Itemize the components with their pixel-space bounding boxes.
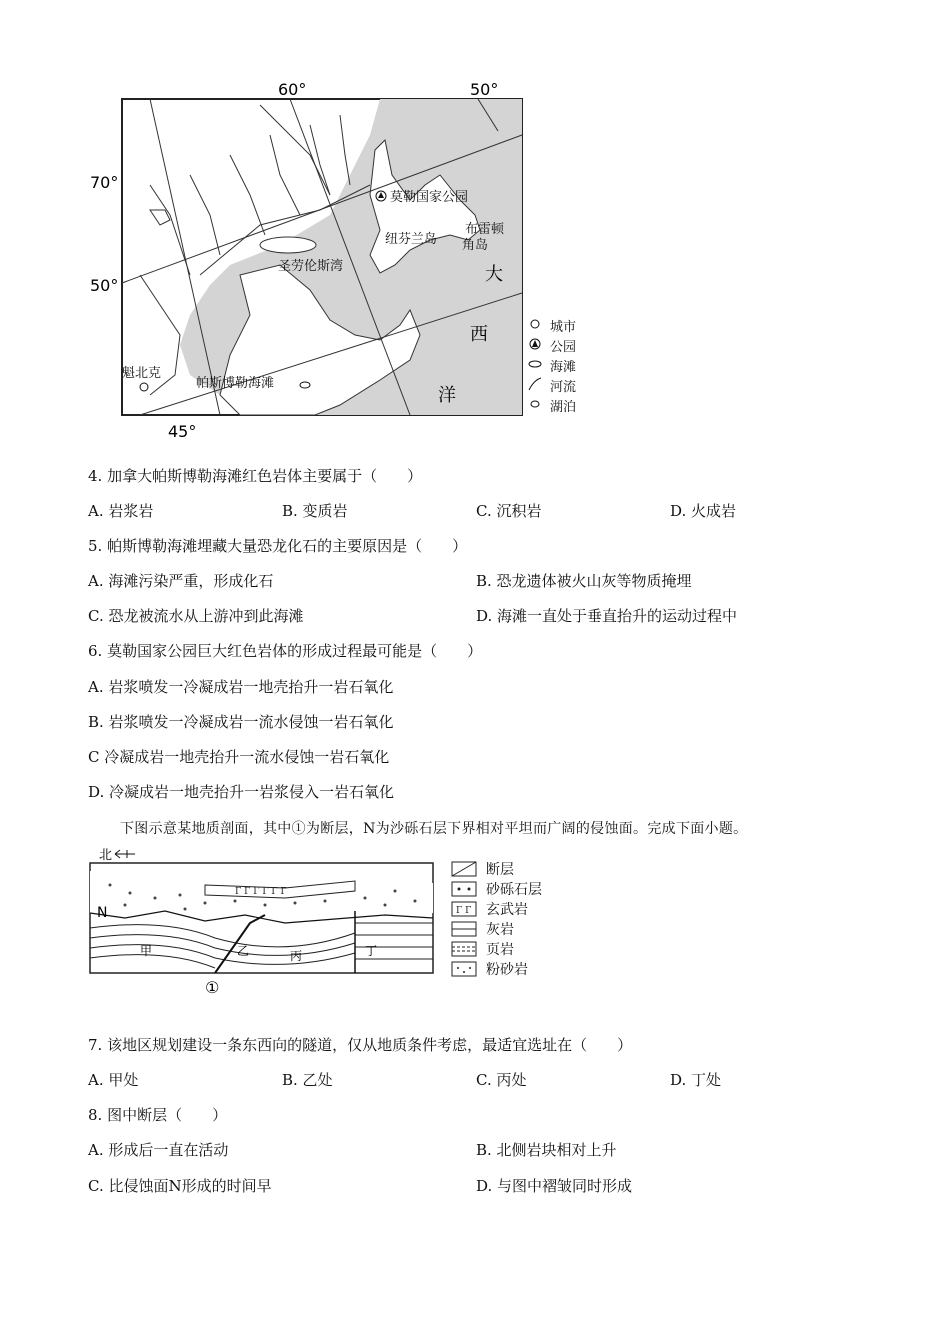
q6-option-d: D. 冷凝成岩一地壳抬升一岩浆侵入一岩石氧化: [88, 783, 395, 801]
q8-option-a: A. 形成后一直在活动: [88, 1141, 229, 1159]
canada-map: [80, 75, 600, 445]
legend-basalt: 玄武岩: [486, 902, 528, 918]
q6-option-a: A. 岩浆喷发一冷凝成岩一地壳抬升一岩石氧化: [88, 678, 394, 696]
parrsboro-label: 帕斯博勒海滩: [196, 376, 275, 391]
q7-option-b: B. 乙处: [282, 1071, 333, 1089]
q5-option-c: C. 恐龙被流水从上游冲到此海滩: [88, 607, 304, 625]
q7-option-a: A. 甲处: [88, 1071, 139, 1089]
jia-label: 甲: [140, 944, 153, 958]
legend-city: 城市: [550, 320, 577, 335]
ocean-char-3: 洋: [438, 385, 456, 406]
question-7-stem: 7. 该地区规划建设一条东西向的隧道，仅从地质条件考虑，最适宜选址在（ ）: [88, 1036, 633, 1054]
q8-option-c: C. 比侵蚀面N形成的时间早: [88, 1177, 272, 1195]
siltstone-legend-icon: [452, 962, 476, 976]
q5-option-b: B. 恐龙遗体被火山灰等物质掩埋: [476, 572, 692, 590]
q7-option-c: C. 丙处: [476, 1071, 527, 1089]
city-icon: [531, 320, 539, 328]
q6-option-b: B. 岩浆喷发一冷凝成岩一流水侵蚀一岩石氧化: [88, 713, 394, 731]
legend-shale: 页岩: [486, 942, 514, 958]
park-label: 莫勒国家公园: [390, 190, 469, 205]
ding-label: 丁: [365, 944, 378, 958]
N-label: N: [97, 905, 108, 921]
quebec-city-icon: [140, 383, 148, 391]
anticosti-island: [260, 237, 316, 253]
river-icon: [529, 378, 541, 390]
q5-option-a: A. 海滩污染严重，形成化石: [88, 572, 274, 590]
svg-text:Γ Γ Γ Γ Γ Γ: Γ Γ Γ Γ Γ Γ: [235, 887, 287, 897]
fault-number-label: ①: [205, 978, 220, 997]
question-8-stem: 8. 图中断层（ ）: [88, 1106, 228, 1124]
lon-50-label: 50°: [470, 80, 499, 99]
svg-text:Γ Γ: Γ Γ: [456, 906, 472, 916]
gravel-legend-icon: [452, 882, 476, 896]
shale-legend-icon: [452, 942, 476, 956]
cape-breton-label-1: 布雷顿: [465, 222, 505, 237]
section-intro: 下图示意某地质剖面，其中①为断层，N为沙砾石层下界相对平坦而广阔的侵蚀面。完成下面小题。: [120, 821, 748, 837]
legend-limestone: 灰岩: [486, 922, 514, 938]
ocean-char-1: 大: [485, 264, 503, 285]
lat-50-label: 50°: [90, 276, 119, 295]
q5-option-d: D. 海滩一直处于垂直抬升的运动过程中: [476, 607, 738, 625]
lat-70-label: 70°: [90, 173, 119, 192]
quebec-label: 魁北克: [122, 366, 162, 381]
north-arrow-icon: [115, 850, 135, 858]
legend-gravel: 砂砾石层: [486, 882, 542, 898]
q6-option-c: C 冷凝成岩一地壳抬升一流水侵蚀一岩石氧化: [88, 748, 390, 766]
question-4-stem: 4. 加拿大帕斯博勒海滩红色岩体主要属于（ ）: [88, 467, 423, 485]
q4-option-b: B. 变质岩: [282, 502, 348, 520]
legend-fault: 断层: [486, 862, 514, 878]
ocean-char-2: 西: [470, 324, 488, 345]
lon-45-label: 45°: [168, 422, 197, 441]
q8-option-d: D. 与图中褶皱同时形成: [476, 1177, 633, 1195]
q4-option-d: D. 火成岩: [670, 502, 737, 520]
bing-label: 丙: [290, 949, 303, 963]
gulf-label: 圣劳伦斯湾: [278, 259, 344, 274]
map-legend-icons: [526, 316, 546, 416]
geologic-section: [85, 843, 445, 998]
beach-icon: [529, 361, 541, 367]
lon-60-label: 60°: [278, 80, 307, 99]
section-legend-icons: [450, 860, 480, 980]
newfoundland-label: 纽芬兰岛: [385, 232, 438, 247]
q4-option-c: C. 沉积岩: [476, 502, 542, 520]
lake-icon: [531, 401, 539, 407]
question-5-stem: 5. 帕斯博勒海滩埋藏大量恐龙化石的主要原因是（ ）: [88, 537, 468, 555]
beach-marker-icon: [300, 382, 310, 388]
cape-breton-label-2: 角岛: [462, 238, 489, 253]
legend-beach: 海滩: [550, 360, 577, 375]
legend-park: 公园: [550, 340, 577, 355]
q7-option-d: D. 丁处: [670, 1071, 722, 1089]
legend-siltstone: 粉砂岩: [486, 962, 528, 978]
q8-option-b: B. 北侧岩块相对上升: [476, 1141, 617, 1159]
yi-label: 乙: [237, 944, 250, 958]
legend-river: 河流: [550, 380, 577, 395]
question-6-stem: 6. 莫勒国家公园巨大红色岩体的形成过程最可能是（ ）: [88, 642, 483, 660]
q4-option-a: A. 岩浆岩: [88, 502, 154, 520]
legend-lake: 湖泊: [550, 400, 577, 415]
north-label: 北: [99, 848, 113, 863]
